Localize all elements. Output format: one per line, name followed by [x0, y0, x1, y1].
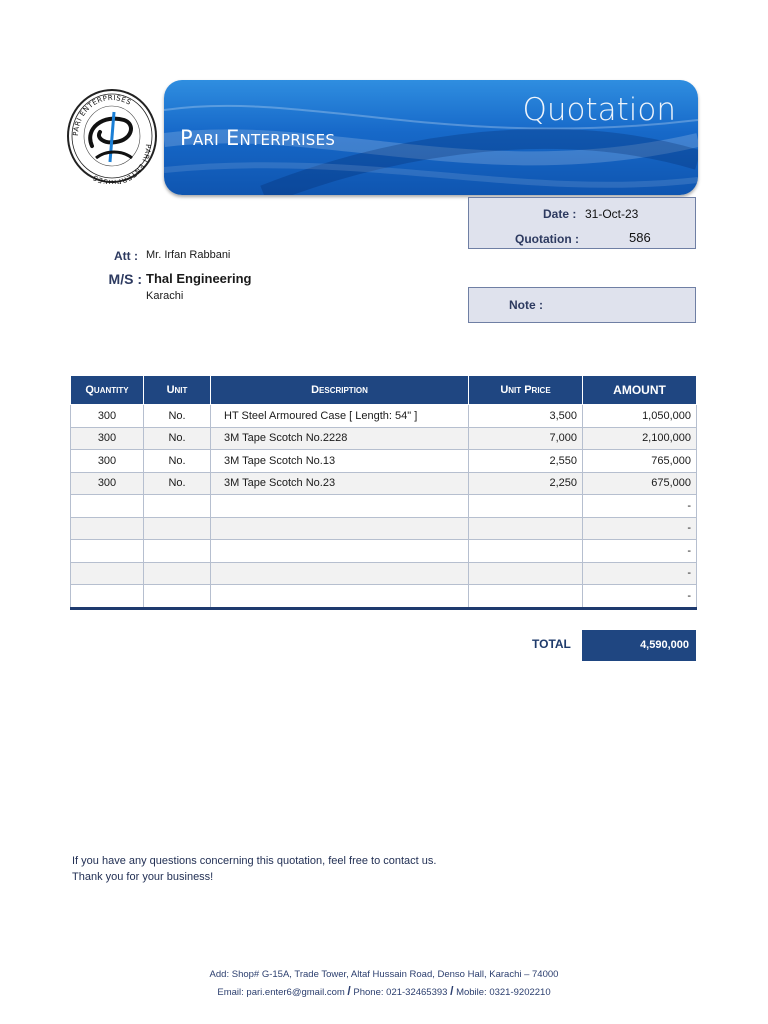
description-cell: [211, 495, 469, 518]
note-box: [468, 287, 696, 323]
description-cell: [211, 585, 469, 609]
unit-cell: [144, 585, 211, 609]
unit-price-cell: [469, 585, 583, 609]
unit-price-cell: 7,000: [469, 427, 583, 450]
footer-phone: Phone: 021-32465393: [353, 987, 448, 998]
customer-company: Thal Engineering: [146, 271, 252, 286]
header-description: Description: [211, 376, 469, 405]
footer-address: Add: Shop# G-15A, Trade Tower, Altaf Hussain Road, Denso Hall, Karachi – 74000: [209, 969, 559, 980]
table-row: [71, 562, 697, 585]
description-cell: 3M Tape Scotch No.13: [211, 450, 469, 473]
items-table: [70, 375, 697, 610]
svg-text:PARI ENTERPRISES: PARI ENTERPRISES: [71, 93, 133, 137]
table-row: [71, 517, 697, 540]
unit-price-cell: [469, 562, 583, 585]
unit-cell: [144, 495, 211, 518]
unit-cell: No.: [144, 472, 211, 495]
total-value: 4,590,000: [582, 630, 696, 661]
unit-price-cell: 2,250: [469, 472, 583, 495]
qty-cell: [71, 495, 144, 518]
unit-price-cell: 2,550: [469, 450, 583, 473]
description-cell: [211, 517, 469, 540]
table-row: [71, 540, 697, 563]
unit-price-cell: [469, 540, 583, 563]
svg-text:PARI ENTERPRISES: PARI ENTERPRISES: [91, 143, 153, 184]
description-cell: 3M Tape Scotch No.23: [211, 472, 469, 495]
amount-cell: 2,100,000: [583, 427, 697, 450]
unit-price-cell: [469, 495, 583, 518]
qty-cell: [71, 562, 144, 585]
table-row: [71, 450, 697, 473]
quotation-label: Quotation :: [515, 232, 579, 246]
unit-cell: No.: [144, 450, 211, 473]
att-name: Mr. Irfan Rabbani: [146, 249, 231, 261]
unit-cell: No.: [144, 405, 211, 428]
closing-note: [72, 854, 436, 885]
header-banner: [164, 80, 698, 195]
company-logo: [66, 88, 158, 184]
unit-price-cell: 3,500: [469, 405, 583, 428]
date-label: Date :: [543, 207, 577, 221]
table-row: [71, 585, 697, 609]
footer-separator: /: [347, 984, 351, 998]
description-cell: 3M Tape Scotch No.2228: [211, 427, 469, 450]
amount-cell: 675,000: [583, 472, 697, 495]
header-quantity: Quantity: [71, 376, 144, 405]
qty-cell: [71, 540, 144, 563]
customer-city: Karachi: [146, 290, 184, 302]
unit-cell: [144, 540, 211, 563]
document-title: Quotation: [522, 92, 676, 128]
amount-cell: -: [583, 517, 697, 540]
amount-cell: -: [583, 585, 697, 609]
closing-line-1: If you have any questions concerning this quotation, feel free to contact us.: [72, 855, 437, 867]
qty-cell: 300: [71, 427, 144, 450]
description-cell: [211, 562, 469, 585]
date-quotation-box: [468, 197, 696, 249]
total-label: TOTAL: [532, 637, 571, 651]
qty-cell: [71, 517, 144, 540]
description-cell: HT Steel Armoured Case [ Length: 54" ]: [211, 405, 469, 428]
qty-cell: [71, 585, 144, 609]
date-value: 31-Oct-23: [585, 207, 639, 221]
unit-cell: [144, 517, 211, 540]
qty-cell: 300: [71, 405, 144, 428]
qty-cell: 300: [71, 450, 144, 473]
table-row: [71, 472, 697, 495]
amount-cell: -: [583, 495, 697, 518]
table-row: [71, 405, 697, 428]
footer-separator: /: [450, 984, 454, 998]
unit-cell: [144, 562, 211, 585]
ms-label: M/S :: [108, 271, 142, 287]
unit-price-cell: [469, 517, 583, 540]
amount-cell: 1,050,000: [583, 405, 697, 428]
description-cell: [211, 540, 469, 563]
amount-cell: -: [583, 540, 697, 563]
closing-line-2: Thank you for your business!: [72, 870, 214, 883]
att-label: Att :: [114, 249, 138, 263]
table-header-row: [71, 376, 697, 405]
table-row: [71, 495, 697, 518]
quotation-number: 586: [629, 230, 651, 245]
company-name: Pari Enterprises: [180, 126, 336, 150]
footer-mobile: Mobile: 0321-9202210: [456, 987, 551, 998]
table-row: [71, 427, 697, 450]
qty-cell: 300: [71, 472, 144, 495]
header-unit-price: Unit Price: [469, 376, 583, 405]
amount-cell: 765,000: [583, 450, 697, 473]
footer-email: Email: pari.enter6@gmail.com: [217, 987, 345, 998]
note-label: Note :: [509, 298, 543, 312]
header-amount: AMOUNT: [583, 376, 697, 405]
unit-cell: No.: [144, 427, 211, 450]
amount-cell: -: [583, 562, 697, 585]
header-unit: Unit: [144, 376, 211, 405]
footer-contact: [0, 984, 768, 998]
